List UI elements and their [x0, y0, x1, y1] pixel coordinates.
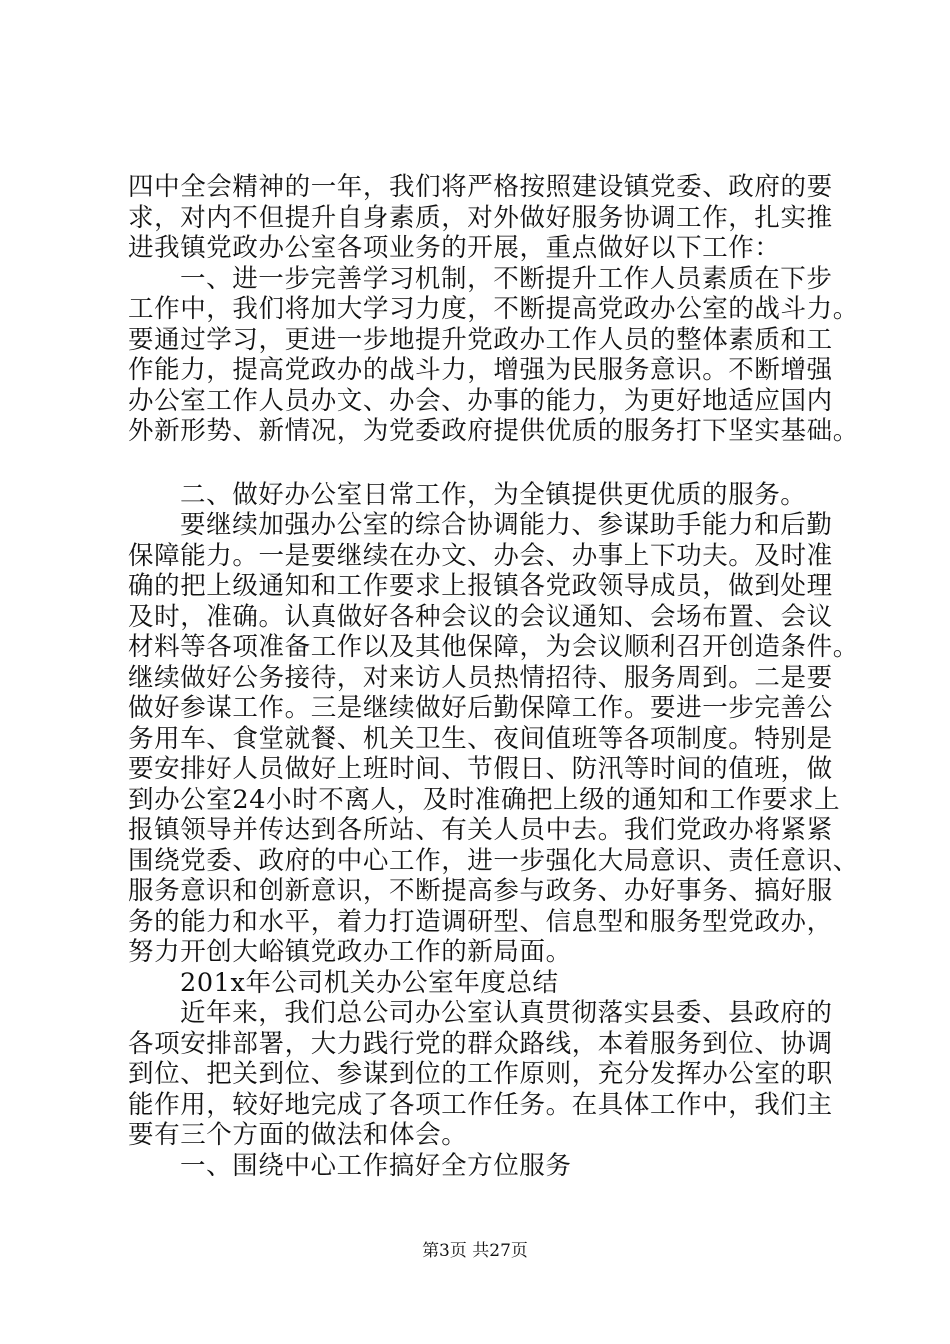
paragraph-line: 各项安排部署，大力践行党的群众路线，本着服务到位、协调 [128, 1028, 833, 1059]
paragraph-line: 作能力，提高党政办的战斗力，增强为民服务意识。不断增强 [128, 355, 833, 385]
paragraph-line: 到办公室24小时不离人，及时准确把上级的通知和工作要求上 [128, 784, 841, 815]
paragraph-line: 务用车、食堂就餐、机关卫生、夜间值班等各项制度。特别是 [128, 723, 833, 754]
paragraph-line: 务的能力和水平，着力打造调研型、信息型和服务型党政办， [128, 906, 833, 937]
paragraph-line: 做好参谋工作。三是继续做好后勤保障工作。要进一步完善公 [128, 693, 833, 723]
paragraph-line: 到位、把关到位、参谋到位的工作原则，充分发挥办公室的职 [128, 1059, 833, 1089]
paragraph-line: 要安排好人员做好上班时间、节假日、防汛等时间的值班，做 [128, 754, 833, 784]
paragraph-line: 工作中，我们将加大学习力度，不断提高党政办公室的战斗力。 [128, 294, 859, 324]
paragraph-line: 努力开创大峪镇党政办工作的新局面。 [128, 937, 572, 967]
paragraph-line: 进我镇党政办公室各项业务的开展，重点做好以下工作： [128, 233, 781, 263]
paragraph-line: 报镇领导并传达到各所站、有关人员中去。我们党政办将紧紧 [128, 815, 833, 845]
paragraph-line: 围绕党委、政府的中心工作，进一步强化大局意识、责任意识、 [128, 845, 859, 876]
paragraph-line: 材料等各项准备工作以及其他保障，为会议顺利召开创造条件。 [128, 632, 859, 662]
document-body [128, 172, 860, 1181]
paragraph-line: 能作用，较好地完成了各项工作任务。在具体工作中，我们主 [128, 1089, 833, 1120]
paragraph-line: 要通过学习，更进一步地提升党政办工作人员的整体素质和工 [128, 324, 833, 355]
paragraph-line: 近年来，我们总公司办公室认真贯彻落实县委、县政府的 [180, 998, 833, 1028]
paragraph-line: 保障能力。一是要继续在办文、办会、办事上下功夫。及时准 [128, 540, 833, 571]
paragraph-line: 四中全会精神的一年，我们将严格按照建设镇党委、政府的要 [128, 172, 833, 202]
section-heading: 二、做好办公室日常工作，为全镇提供更优质的服务。 [180, 479, 807, 510]
page-footer: 第3页 共27页 [422, 1241, 528, 1261]
section-heading: 一、围绕中心工作搞好全方位服务 [180, 1150, 572, 1181]
paragraph-line: 服务意识和创新意识，不断提高参与政务、办好事务、搞好服 [128, 876, 833, 906]
paragraph-gap [128, 447, 860, 480]
paragraph-line: 外新形势、新情况，为党委政府提供优质的服务打下坚实基础。 [128, 416, 859, 446]
paragraph-line: 继续做好公务接待，对来访人员热情招待、服务周到。二是要 [128, 662, 833, 693]
paragraph-line: 要继续加强办公室的综合协调能力、参谋助手能力和后勤 [180, 510, 833, 540]
paragraph-line: 求，对内不但提升自身素质，对外做好服务协调工作，扎实推 [128, 202, 833, 233]
paragraph-line: 办公室工作人员办文、办会、办事的能力，为更好地适应国内 [128, 385, 833, 416]
paragraph-line: 及时，准确。认真做好各种会议的会议通知、会场布置、会议 [128, 601, 833, 632]
section-heading: 一、进一步完善学习机制，不断提升工作人员素质在下步 [180, 263, 833, 294]
paragraph-line: 确的把上级通知和工作要求上报镇各党政领导成员，做到处理 [128, 571, 833, 601]
paragraph-line: 要有三个方面的做法和体会。 [128, 1120, 468, 1150]
document-title: 201x年公司机关办公室年度总结 [180, 967, 559, 998]
